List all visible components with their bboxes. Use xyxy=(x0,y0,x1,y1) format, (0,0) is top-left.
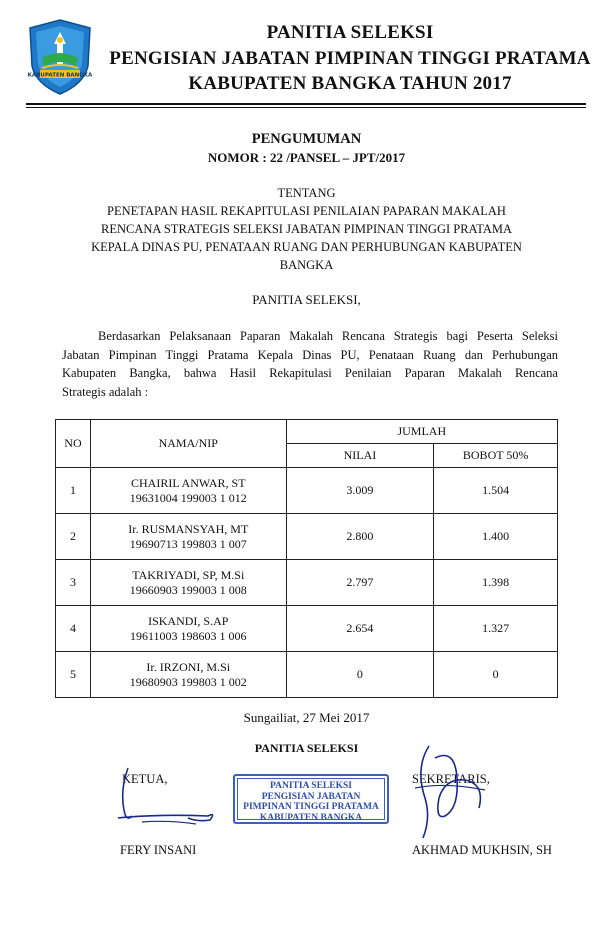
row-nilai: 2.654 xyxy=(286,606,434,652)
subject-line-1: PENETAPAN HASIL REKAPITULASI PENILAIAN PAPARAN MAKALAH xyxy=(107,204,506,218)
paragraph-line-4: Strategis adalah : xyxy=(62,384,149,399)
row-name: Ir. RUSMANSYAH, MT xyxy=(128,521,249,536)
row-bobot: 0 xyxy=(434,652,558,698)
paragraph-line-1: Berdasarkan Pelaksanaan Paparan Makalah Rencana Strategis bagi Peserta Seleksi xyxy=(98,329,558,343)
chair-role: KETUA, xyxy=(122,772,168,786)
stamp-line-3: PIMPINAN TINGGI PRATAMA xyxy=(243,802,379,812)
row-nilai: 3.009 xyxy=(286,468,434,514)
chair-name: FERY INSANI xyxy=(120,843,197,857)
header-line-3: KABUPATEN BANGKA TAHUN 2017 xyxy=(188,73,512,94)
header-name: NAMA/NIP xyxy=(90,420,286,468)
row-name-nip xyxy=(90,514,286,560)
row-no: 5 xyxy=(56,652,91,698)
row-nip: 19631004 199003 1 012 xyxy=(129,490,247,505)
results-table xyxy=(55,419,558,698)
row-bobot: 1.398 xyxy=(434,560,558,606)
row-nip: 19611003 198603 1 006 xyxy=(129,628,247,643)
subject-line-4: BANGKA xyxy=(279,258,334,272)
stamp-inner-border xyxy=(237,778,385,820)
body-paragraph xyxy=(62,327,558,401)
row-name-nip xyxy=(90,652,286,698)
paragraph-line-3: Kabupaten Bangka, bahwa Hasil Rekapitulasi Penilaian Paparan Makalah Rencana xyxy=(62,366,558,380)
signing-date: Sungailiat, 27 Mei 2017 xyxy=(243,710,370,725)
header-bobot: BOBOT 50% xyxy=(434,444,558,468)
row-nilai: 2.797 xyxy=(286,560,434,606)
row-bobot: 1.327 xyxy=(434,606,558,652)
table-row xyxy=(56,606,558,652)
row-no: 2 xyxy=(56,514,91,560)
row-name: TAKRIYADI, SP, M.Si xyxy=(132,567,245,582)
secretary-signature xyxy=(395,738,505,848)
row-name-nip xyxy=(90,560,286,606)
header-jumlah: JUMLAH xyxy=(286,420,557,444)
subject-line-2: RENCANA STRATEGIS SELEKSI JABATAN PIMPINAN TINGGI PRATAMA xyxy=(101,222,512,236)
row-nilai: 0 xyxy=(286,652,434,698)
table-row xyxy=(56,652,558,698)
paragraph-line-2: Jabatan Pimpinan Tinggi Pratama Kepala Dinas PU, Penataan Ruang dan Perhubungan xyxy=(62,347,558,362)
header-line-2: PENGISIAN JABATAN PIMPINAN TINGGI PRATAMA xyxy=(109,48,591,69)
row-nip: 19680903 199803 1 002 xyxy=(129,674,247,689)
chair-signature xyxy=(98,760,228,840)
header-rule-thin xyxy=(26,107,586,108)
header-nilai: NILAI xyxy=(286,444,434,468)
row-bobot: 1.400 xyxy=(434,514,558,560)
header-rule-thick xyxy=(26,103,586,105)
subject-line-3: KEPALA DINAS PU, PENATAAN RUANG DAN PERHUBUNGAN KABUPATEN xyxy=(91,240,522,254)
secretary-role: SEKRETARIS, xyxy=(412,772,490,786)
row-name: Ir. IRZONI, M.Si xyxy=(146,659,231,674)
row-nip: 19660903 199003 1 008 xyxy=(129,582,247,597)
announcement-number: NOMOR : 22 /PANSEL – JPT/2017 xyxy=(207,150,406,165)
stamp-line-2: PENGISIAN JABATAN xyxy=(261,791,361,802)
row-name: CHAIRIL ANWAR, ST xyxy=(130,475,246,490)
row-bobot: 1.504 xyxy=(434,468,558,514)
signature-heading: PANITIA SELEKSI xyxy=(254,741,359,755)
announcement-title: PENGUMUMAN xyxy=(251,131,362,147)
kabupaten-bangka-logo xyxy=(26,18,94,96)
table-row xyxy=(56,514,558,560)
official-stamp xyxy=(233,774,389,824)
row-nip: 19690713 199803 1 007 xyxy=(129,536,247,551)
secretary-name: AKHMAD MUKHSIN, SH xyxy=(412,843,552,857)
stamp-line-4: KABUPATEN BANGKA xyxy=(259,812,363,823)
committee-heading: PANITIA SELEKSI, xyxy=(252,292,361,307)
row-name-nip xyxy=(90,606,286,652)
table-row xyxy=(56,468,558,514)
logo-text: KABUPATEN BANGKA xyxy=(27,72,93,79)
row-no: 1 xyxy=(56,468,91,514)
stamp-line-1: PANITIA SELEKSI xyxy=(270,781,352,791)
row-name: ISKANDI, S.AP xyxy=(148,613,229,628)
row-name-nip xyxy=(90,468,286,514)
header-line-1: PANITIA SELEKSI xyxy=(266,22,434,43)
row-nilai: 2.800 xyxy=(286,514,434,560)
table-row xyxy=(56,560,558,606)
row-no: 4 xyxy=(56,606,91,652)
header-no: NO xyxy=(56,420,91,468)
row-no: 3 xyxy=(56,560,91,606)
tentang-label: TENTANG xyxy=(277,186,336,200)
